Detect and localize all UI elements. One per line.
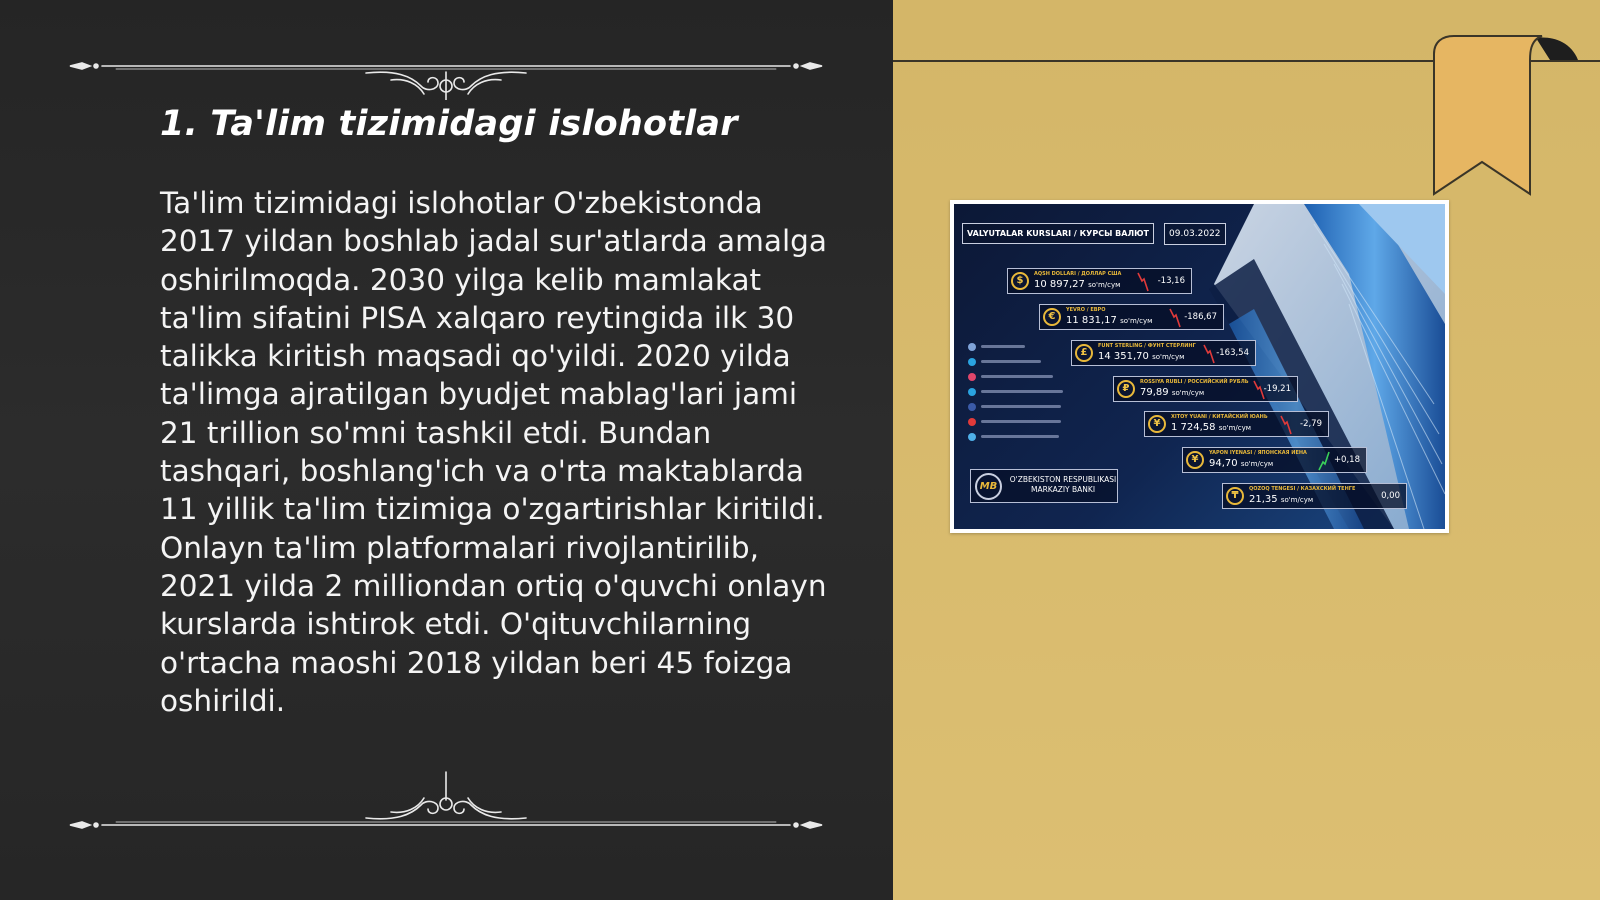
twitter-icon: [968, 433, 976, 441]
rate-cny-change: -2,79: [1300, 419, 1322, 429]
social-link-youtube: [968, 415, 1078, 430]
dollar-coin-icon: $: [1011, 272, 1029, 290]
rate-gbp: [1071, 340, 1256, 366]
rate-kzt-change: 0,00: [1381, 491, 1400, 501]
pound-coin-icon: £: [1075, 344, 1093, 362]
down-trend-icon: [1202, 343, 1216, 365]
rate-rub-label: ROSSIYA RUBLI / РОССИЙСКИЙ РУБЛЬ: [1140, 379, 1249, 385]
rate-kzt-label: QOZOQ TENGESI / КАЗАХСКИЙ ТЕНГЕ: [1249, 486, 1356, 492]
yen-coin-icon: ¥: [1186, 451, 1204, 469]
social-link-facebook: [968, 400, 1078, 415]
social-link-text: [981, 390, 1063, 393]
rate-gbp-value: 14 351,70 so'm/сум: [1098, 351, 1185, 362]
rate-kzt-value: 21,35 so'm/сум: [1249, 494, 1314, 505]
top-flourish-divider-icon: [66, 40, 826, 100]
globe-icon: [968, 343, 976, 351]
euro-coin-icon: €: [1043, 308, 1061, 326]
youtube-icon: [968, 418, 976, 426]
central-bank-logo: MB: [975, 473, 1002, 500]
social-link-text: [981, 360, 1041, 363]
telegram-icon: [968, 358, 976, 366]
central-bank-badge: [970, 469, 1118, 503]
rate-eur-value: 11 831,17 so'm/сум: [1066, 315, 1153, 326]
instagram-icon: [968, 373, 976, 381]
down-trend-icon: [1168, 307, 1182, 329]
rate-cny-value: 1 724,58 so'm/сум: [1171, 422, 1252, 433]
social-link-twitter: [968, 430, 1078, 445]
rate-cny: [1144, 411, 1329, 437]
social-link-text: [981, 405, 1061, 408]
rate-usd-value: 10 897,27 so'm/сум: [1034, 279, 1121, 290]
social-link-text: [981, 420, 1061, 423]
rate-jpy-change: +0,18: [1333, 455, 1360, 465]
currency-rates-graphic: [954, 204, 1445, 529]
down-trend-icon: [1279, 414, 1293, 436]
social-link-website: [968, 340, 1078, 355]
rate-cny-label: XITOY YUANI / КИТАЙСКИЙ ЮАНЬ: [1171, 414, 1268, 420]
rate-usd-label: AQSH DOLLARI / ДОЛЛАР США: [1034, 271, 1122, 277]
rate-rub-value: 79,89 so'm/сум: [1140, 387, 1205, 398]
rate-eur-label: YEVRO / ЕВРО: [1066, 307, 1106, 313]
social-link-text: [981, 435, 1059, 438]
rate-gbp-label: FUNT STERLING / ФУНТ СТЕРЛИНГ: [1098, 343, 1196, 349]
ruble-coin-icon: ₽: [1117, 380, 1135, 398]
rate-usd: [1007, 268, 1192, 294]
currency-rates-image: [950, 200, 1449, 533]
social-link-text: [981, 345, 1025, 348]
rate-usd-change: -13,16: [1157, 276, 1185, 286]
tenge-coin-icon: ₸: [1226, 487, 1244, 505]
bookmark-ribbon-icon: [1432, 34, 1582, 204]
social-link-text: [981, 375, 1053, 378]
slide-title: 1. Ta'lim tizimidagi islohotlar: [160, 104, 738, 144]
rate-jpy-label: YAPON IYENASI / ЯПОНСКАЯ ИЕНА: [1209, 450, 1307, 456]
slide-body-text: Ta'lim tizimidagi islohotlar O'zbekistonda 2017 yildan boshlab jadal sur'atlarda amalga oshirilmoqda. 2030 yilga kelib mamlakat ta'lim sifatini PISA xalqaro reytingida ilk 30 talikka kiritish maqsadi qo'yildi. 2020 yilda ta'limga ajratilgan byudjet mablag'lari jami 21 trillion so'mni tashkil etdi. Bundan tashqari, boshlang'ich va o'rta maktablarda 11 yillik ta'lim tizimiga o'zgartirishlar kiritildi. Onlayn ta'lim platformalari rivojlantirilib, 2021 yilda 2 milliondan ortiq o'quvchi onlayn kurslarda ishtirok etdi. O'qituvchilarning o'rtacha maoshi 2018 yildan beri 45 foizga oshirildi.: [160, 186, 827, 718]
social-link-instagram: [968, 370, 1078, 385]
facebook-icon: [968, 403, 976, 411]
rates-header: VALYUTALAR KURSLARI / КУРСЫ ВАЛЮТ: [962, 223, 1154, 244]
rate-eur: [1039, 304, 1224, 330]
rate-rub: [1113, 376, 1298, 402]
rate-eur-change: -186,67: [1184, 312, 1217, 322]
social-link-telegram: [968, 355, 1078, 370]
telegram-icon: [968, 388, 976, 396]
social-link-telegram-2: [968, 385, 1078, 400]
rates-date: 09.03.2022: [1164, 223, 1226, 245]
social-links-list: [968, 340, 1078, 445]
rate-kzt: [1222, 483, 1407, 509]
rate-rub-change: -19,21: [1263, 384, 1291, 394]
yuan-coin-icon: ¥: [1148, 415, 1166, 433]
up-trend-icon: [1317, 450, 1331, 472]
bottom-flourish-divider-icon: [66, 770, 826, 830]
central-bank-name: O'ZBEKISTON RESPUBLIKASI MARKAZIY BANKI: [1009, 475, 1117, 494]
rate-jpy: [1182, 447, 1367, 473]
down-trend-icon: [1136, 271, 1150, 293]
rate-gbp-change: -163,54: [1216, 348, 1249, 358]
rate-jpy-value: 94,70 so'm/сум: [1209, 458, 1274, 469]
